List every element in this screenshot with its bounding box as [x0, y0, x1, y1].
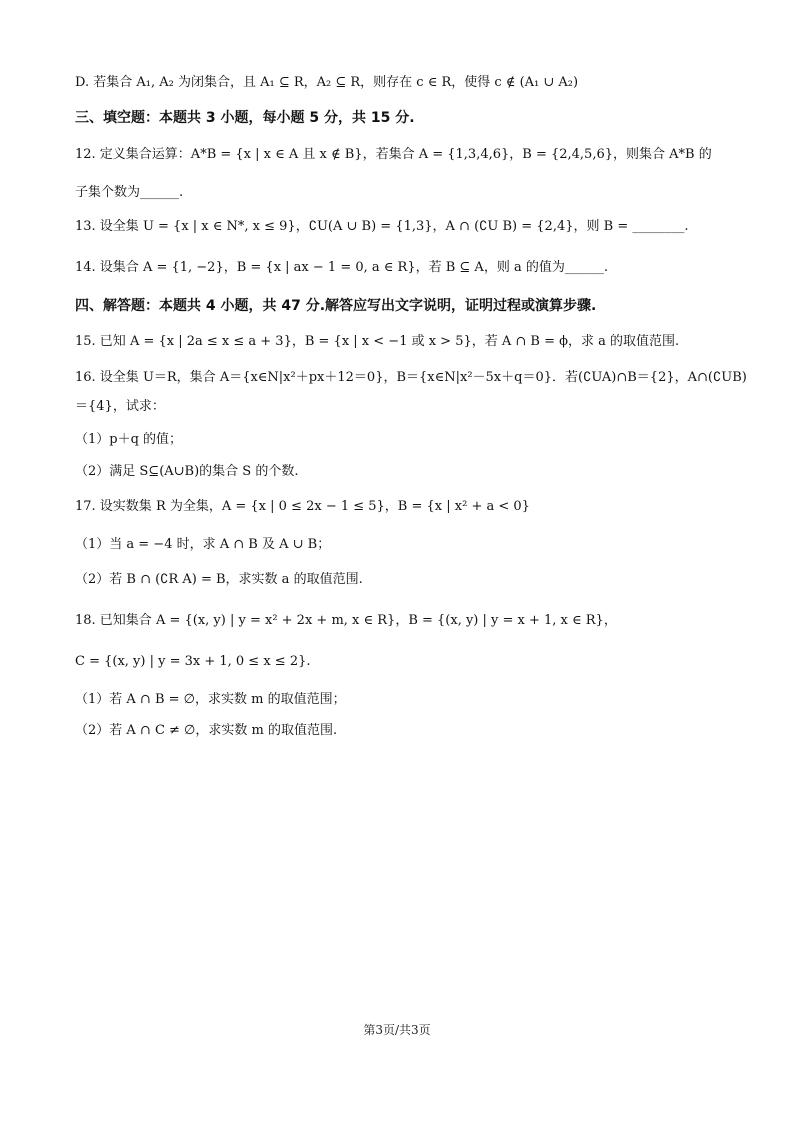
section-answer-heading: 四、解答题：本题共 4 小题，共 47 分.解答应写出文字说明，证明过程或演算步骤.: [75, 298, 597, 314]
question-16-line-2: ＝{4}，试求：: [75, 399, 165, 414]
question-16-part-2: （2）满足 S⊆(A∪B)的集合 S 的个数.: [75, 464, 299, 479]
question-18-part-2: （2）若 A ∩ C ≠ ∅，求实数 m 的取值范围.: [75, 723, 338, 738]
question-16-line-1: 16. 设全集 U＝R，集合 A＝{x∈N|x²＋px＋12＝0}，B＝{x∈N|x²－5x＋q＝0}．若(∁UA)∩B＝{2}，A∩(∁UB): [75, 370, 747, 385]
question-12-line-1: 12. 定义集合运算：A*B = {x | x ∈ A 且 x ∉ B}，若集合 A = {1,3,4,6}，B = {2,4,5,6}，则集合 A*B 的: [75, 147, 712, 162]
page-number-footer: 第3页/共3页: [363, 1023, 431, 1037]
question-17-part-1: （1）当 a = −4 时，求 A ∩ B 及 A ∪ B；: [75, 537, 331, 552]
question-12-line-2: 子集个数为______.: [75, 185, 184, 200]
question-18-line-2: C = {(x, y) | y = 3x + 1, 0 ≤ x ≤ 2}.: [75, 654, 311, 669]
question-18-line-1: 18. 已知集合 A = {(x, y) | y = x² + 2x + m, x ∈ R}，B = {(x, y) | y = x + 1, x ∈ R}，: [75, 613, 617, 628]
question-17: 17. 设实数集 R 为全集，A = {x | 0 ≤ 2x − 1 ≤ 5}，B = {x | x² + a < 0}: [75, 499, 530, 514]
question-17-part-2: （2）若 B ∩ (∁R A) = B，求实数 a 的取值范围.: [75, 572, 363, 587]
option-d-text: D. 若集合 A₁, A₂ 为闭集合，且 A₁ ⊆ R，A₂ ⊆ R，则存在 c ∈ R，使得 c ∉ (A₁ ∪ A₂): [75, 75, 579, 90]
question-13: 13. 设全集 U = {x | x ∈ N*, x ≤ 9}，∁U(A ∪ B) = {1,3}，A ∩ (∁U B) = {2,4}，则 B = ________.: [75, 219, 689, 234]
section-fill-in-heading: 三、填空题：本题共 3 小题，每小题 5 分，共 15 分.: [75, 110, 415, 126]
question-18-part-1: （1）若 A ∩ B = ∅，求实数 m 的取值范围；: [75, 692, 346, 707]
question-15: 15. 已知 A = {x | 2a ≤ x ≤ a + 3}，B = {x | x < −1 或 x > 5}，若 A ∩ B = ϕ，求 a 的取值范围.: [75, 334, 680, 349]
question-14: 14. 设集合 A = {1, −2}，B = {x | ax − 1 = 0, a ∈ R}，若 B ⊆ A，则 a 的值为______.: [75, 260, 608, 275]
question-16-part-1: （1）p＋q 的值；: [75, 432, 183, 447]
